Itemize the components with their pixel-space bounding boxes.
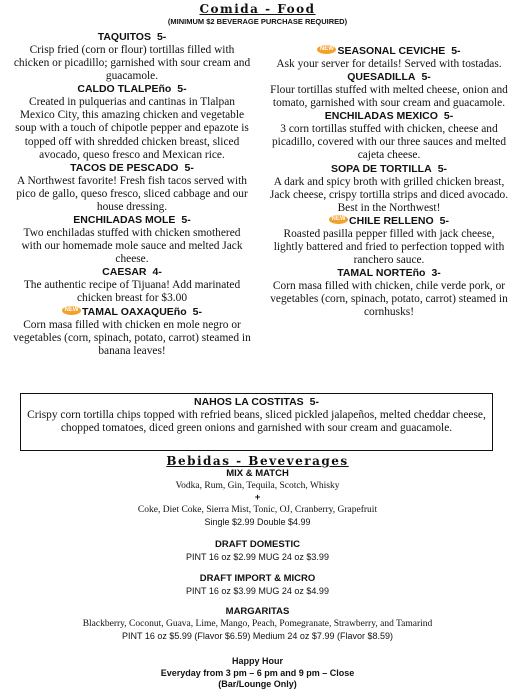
item-description: Created in pulquerias and cantinas in Tlalpan Mexico City, this amazing chicken and vegetable soup with a touch of chipotle pepper and epazote is topped off with shredded chicken breast, sliced avocado, queso fresco and Mexican rice. [15,96,249,161]
draft-domestic-section [0,539,515,563]
happy-hour-times: Everyday from 3 pm – 6 pm and 9 pm – Close [160,667,355,678]
new-badge-icon: NEW [317,45,336,54]
item-price: 5- [439,214,449,227]
draft-import-heading: DRAFT IMPORT & MICRO [199,573,316,584]
menu-item [268,110,510,162]
margaritas-section [0,606,515,642]
item-name: TAQUITOS [97,31,151,43]
item-price: 5- [192,305,202,318]
item-description: 3 corn tortillas stuffed with chicken, cheese and picadillo, covered with our three sauces and melted cajeta cheese. [271,123,507,162]
item-name: NAHOS LA COSTITAS [193,396,304,408]
featured-item-box [20,393,493,451]
item-price: 5- [437,162,448,175]
item-name: TAMAL OAXAQUEño [82,305,187,318]
item-name: QUESADILLA [347,71,416,84]
menu-item [268,215,510,267]
happy-hour-note: (Bar/Lounge Only) [218,679,297,689]
mixers-list: Coke, Diet Coke, Sierra Mist, Tonic, OJ, Cranberry, Grapefruit [137,505,378,515]
item-description: Roasted pasilla pepper filled with jack cheese, lightly battered and fried to perfection topped with ranchero sauce. [273,227,505,267]
item-description: Flour tortillas stuffed with melted cheese, onion and tomato, garnished with sour cream and guacamole. [270,84,508,110]
item-price: 5- [177,83,187,96]
item-name: ENCHILADAS MOLE [73,214,176,227]
plus-sign: + [254,492,261,503]
item-name: SEASONAL CEVICHE [337,45,446,57]
menu-item [12,31,252,83]
mix-match-heading: MIX & MATCH [226,468,289,479]
item-description: Two enchiladas stuffed with chicken smothered with our homemade mole sauce and melted Jack cheese. [21,227,243,266]
mix-match-prices: Single $2.99 Double $4.99 [204,517,311,527]
item-description: A dark and spicy broth with grilled chicken breast, Jack cheese, crispy tortilla strips and diced avocado. Best in the Northwest! [269,175,509,214]
draft-domestic-heading: DRAFT DOMESTIC [215,539,300,550]
item-description: The authentic recipe of Tijuana! Add marinated chicken breast for $3.00 [23,279,241,305]
food-section-subtitle: (MINIMUM $2 BEVERAGE PURCHASE REQUIRED) [167,17,348,26]
item-name: CALDO TLALPEño [77,83,172,96]
item-description: Corn masa filled with chicken, chile verde pork, or vegetables (corn, spinach, potato, carrot) steamed in cornhusks! [270,280,508,319]
menu-item [268,71,510,110]
item-price: 5- [309,396,319,408]
menu-item [268,267,510,319]
menu-item [12,162,252,214]
item-name: CHILE RELLENO [349,214,434,227]
item-description: Crisp fried (corn or flour) tortillas filled with chicken or picadillo; garnished with sour cream and guacamole. [13,44,251,83]
spirits-list: Vodka, Rum, Gin, Tequila, Scotch, Whisky [175,481,340,491]
margaritas-flavors: Blackberry, Coconut, Guava, Lime, Mango, Peach, Pomegranate, Strawberry, and Tamarind [82,619,433,629]
item-description: Corn masa filled with chicken en mole negro or vegetables (corn, spinach, potato, carrot) steamed in banana leaves! [13,318,251,357]
happy-hour-section [0,656,515,691]
item-price: 3- [431,267,441,280]
beverages-section-title: Bebidas - Beveverages [166,454,349,468]
item-price: 4- [152,266,162,279]
draft-domestic-prices: PINT 16 oz $2.99 MUG 24 oz $3.99 [186,552,329,562]
item-name: ENCHILADAS MEXICO [324,110,438,123]
item-price: 5- [156,31,167,43]
item-price: 5- [451,45,461,57]
margaritas-heading: MARGARITAS [225,606,290,617]
item-price: 5- [184,161,194,174]
item-name: SOPA DE TORTILLA [330,162,432,175]
draft-import-prices: PINT 16 oz $3.99 MUG 24 oz $4.99 [186,586,329,596]
item-name: CAESAR [102,266,147,279]
food-left-column [12,31,252,358]
food-section-title: Comida - Food [199,2,316,16]
menu-item [12,306,252,358]
new-badge-icon: NEW [62,306,81,315]
margaritas-prices: PINT 16 oz $5.99 (Flavor $6.59) Medium 24 oz $7.99 (Flavor $8.59) [122,631,393,641]
menu-item [12,266,252,305]
menu-item [12,214,252,266]
item-name: TAMAL NORTEño [337,267,426,280]
item-description: Crispy corn tortilla chips topped with refried beans, sliced pickled jalapeños, melted cheddar cheese, chopped tomatoes, diced green onions and garnished with sour cream and guacamole. [27,409,486,435]
item-description: A Northwest favorite! Fresh fish tacos served with pico de gallo, queso fresco, sliced cabbage and our house dressing. [16,174,248,213]
menu-item [268,163,510,215]
item-price: 5- [181,214,191,227]
draft-import-section [0,573,515,597]
happy-hour-heading: Happy Hour [231,656,283,666]
item-price: 5- [421,71,431,84]
item-description: Ask your server for details! Served with tostadas. [276,58,502,70]
food-right-column [268,45,510,319]
item-name: TACOS DE PESCADO [70,161,179,174]
menu-item [12,83,252,161]
menu-item [268,45,510,71]
item-price: 5- [443,110,454,123]
new-badge-icon: NEW [329,215,348,224]
mix-match-section [0,468,515,528]
